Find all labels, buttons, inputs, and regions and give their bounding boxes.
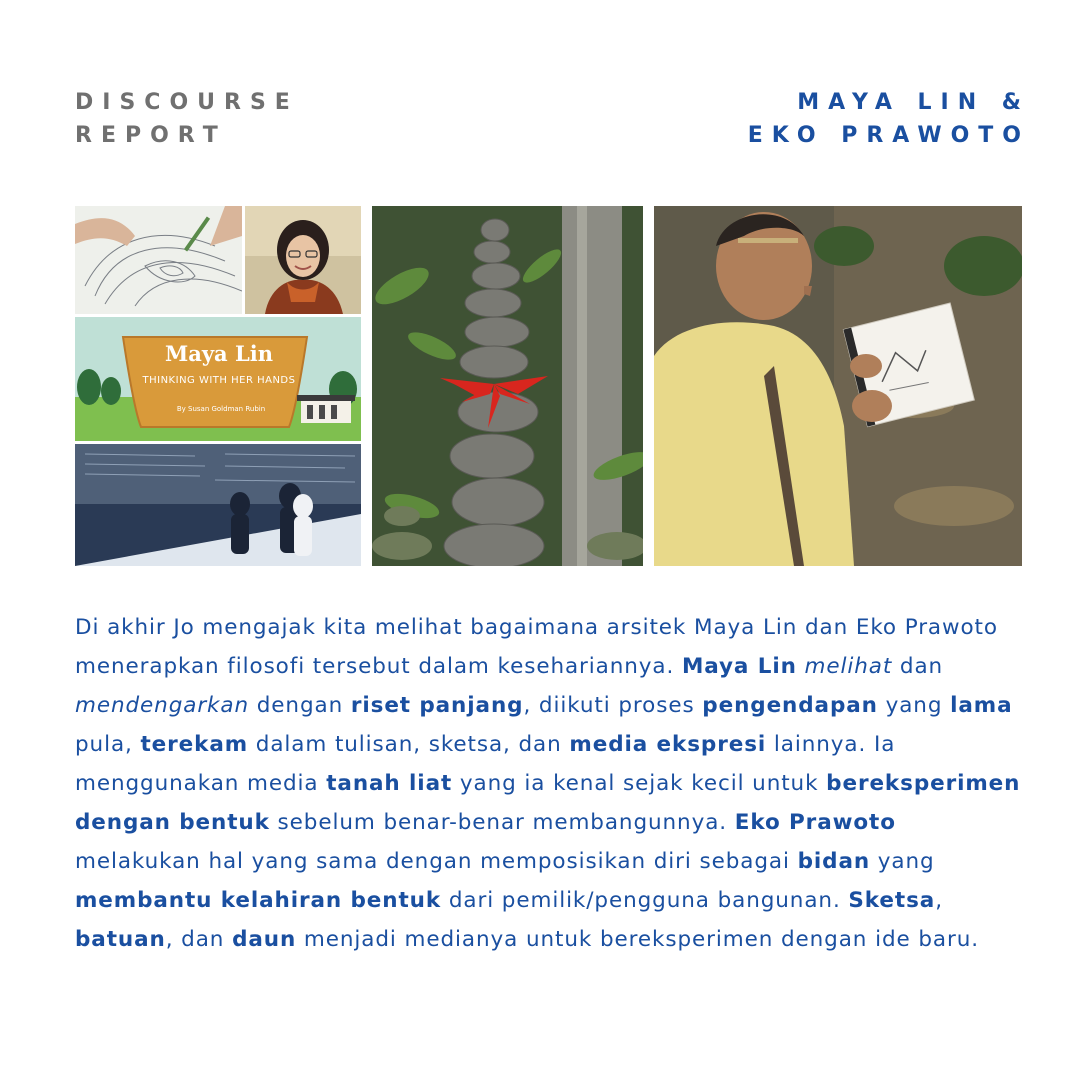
contour-sketch-photo <box>75 206 242 314</box>
body-highlight: terekam <box>140 732 249 757</box>
book-title: Maya Lin <box>165 341 273 366</box>
body-highlight: bereksperimen dengan bentuk <box>75 771 1021 835</box>
body-highlight: riset panjang <box>350 693 524 718</box>
label-left-line1: DISCOURSE <box>75 90 299 115</box>
memorial-wall-image <box>75 444 361 566</box>
body-text-segment: yang ia kenal sejak kecil untuk <box>452 771 827 796</box>
body-text-segment: dalam tulisan, sketsa, dan <box>248 732 570 757</box>
portrait-image <box>245 206 361 314</box>
body-highlight: bidan <box>797 849 871 874</box>
body-text-segment: Di akhir Jo mengajak kita melihat bagaimana arsitek Maya Lin dan Eko Prawoto menerapkan filosofi tersebut dalam kesehariannya. <box>75 615 998 679</box>
body-text-segment: melakukan hal yang sama dengan memposisikan diri sebagai <box>75 849 798 874</box>
label-right-line1: MAYA LIN & <box>797 90 1030 115</box>
body-emphasis: melihat <box>804 654 893 679</box>
body-text-segment: yang <box>877 693 951 718</box>
body-text-segment: sebelum benar-benar membangunnya. <box>269 810 735 835</box>
memorial-wall-photo <box>75 444 361 566</box>
book-author: By Susan Goldman Rubin <box>176 405 266 413</box>
body-text-segment: menjadi medianya untuk bereksperimen dengan ide baru. <box>296 927 979 952</box>
contour-sketch-image <box>75 206 242 314</box>
body-highlight: Eko Prawoto <box>734 810 896 835</box>
stacked-stones-image <box>372 206 643 566</box>
eko-prawoto-sketching-photo <box>654 206 1022 566</box>
body-text-segment: yang <box>870 849 935 874</box>
body-highlight: pengendapan <box>702 693 878 718</box>
body-text-segment: dan <box>892 654 944 679</box>
body-highlight: Sketsa <box>848 888 936 913</box>
book-cover <box>75 317 361 441</box>
names-heading <box>748 86 1030 152</box>
body-text-segment <box>797 654 805 679</box>
sketching-image <box>654 206 1022 566</box>
body-text-segment: pula, <box>75 732 141 757</box>
stacked-stones-photo <box>372 206 643 566</box>
discourse-report-label <box>75 86 299 152</box>
body-emphasis: mendengarkan <box>75 693 250 718</box>
book-subtitle: THINKING WITH HER HANDS <box>142 375 296 386</box>
body-highlight: tanah liat <box>326 771 453 796</box>
body-text-segment: , dan <box>165 927 233 952</box>
body-text-segment: , diikuti proses <box>523 693 703 718</box>
maya-lin-collage <box>75 206 361 566</box>
body-highlight: Maya Lin <box>681 654 797 679</box>
body-highlight: membantu kelahiran bentuk <box>75 888 442 913</box>
label-left-line2: REPORT <box>75 123 227 148</box>
body-text-segment: dengan <box>249 693 351 718</box>
body-text-segment: , <box>935 888 943 913</box>
body-highlight: daun <box>232 927 297 952</box>
maya-lin-portrait-photo <box>245 206 361 314</box>
body-highlight: media ekspresi <box>569 732 767 757</box>
body-text-segment: lainnya. Ia menggunakan media <box>75 732 896 796</box>
body-paragraph <box>75 608 1025 959</box>
body-highlight: batuan <box>75 927 166 952</box>
label-right-line2: EKO PRAWOTO <box>747 123 1030 148</box>
body-text-segment: dari pemilik/pengguna bangunan. <box>441 888 849 913</box>
body-highlight: lama <box>950 693 1013 718</box>
